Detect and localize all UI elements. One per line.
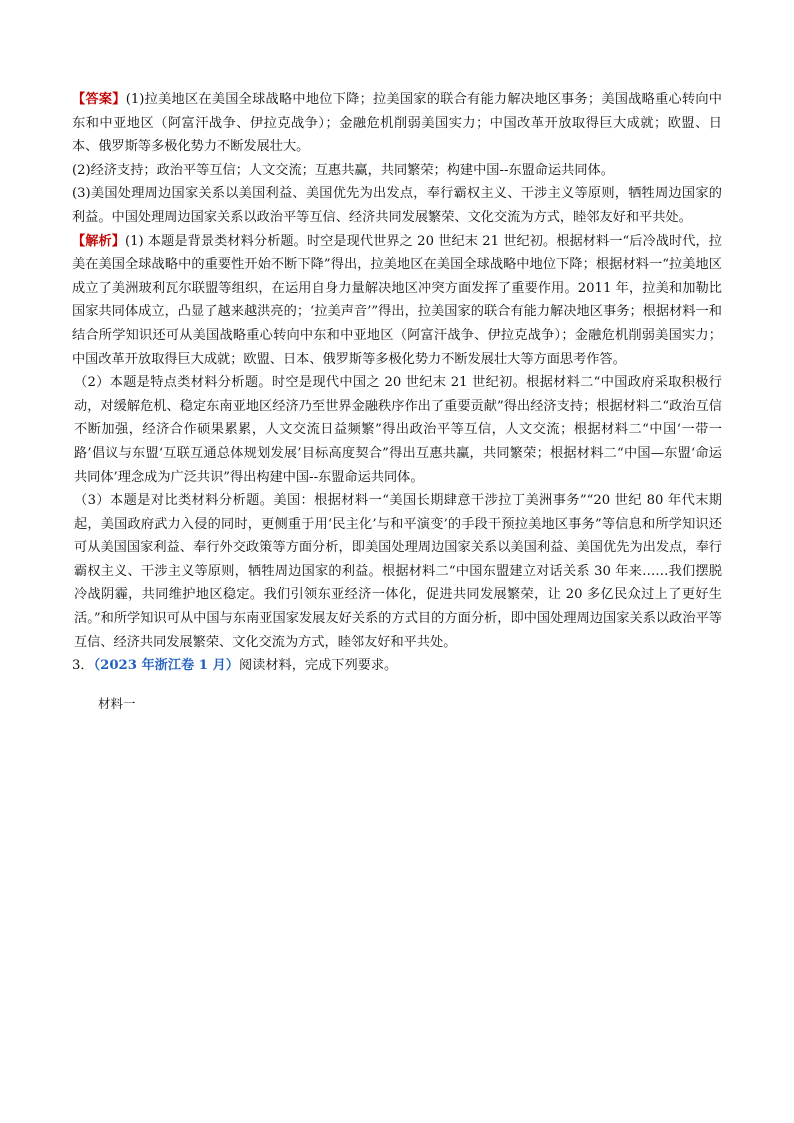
answer-part2: (2)经济支持；政治平等互信；人文交流；互惠共赢，共同繁荣；构建中国--东盟命运共同体。 — [72, 162, 614, 178]
document-body — [72, 88, 722, 715]
question-source: （2023 年浙江卷 1 月） — [93, 658, 239, 674]
question-number: 3． — [72, 658, 94, 674]
analysis-tag: 【解析】 — [72, 233, 125, 249]
analysis-part1 — [72, 230, 722, 372]
analysis-part2: （2）本题是特点类材料分析题。时空是现代中国之 20 世纪末 21 世纪初。根据材料二“中国政府采取积极行动，对缓解危机、稳定东南亚地区经济乃至世界金融秩序作出了重要贡献”得出经济支持；根据材料二“政治互信不断加强，经济合作硕果累累，人文交流日益频繁”得出政治平等互信，人文交流；根据材料二“中国‘一带一路’倡议与东盟‘互联互通总体规划发展’目标高度契合”得出互惠共赢，共同繁荣；根据材料二“中国—东盟‘命运共同体’理念成为广泛共识”得出构建中国--东盟命运共同体。 — [74, 375, 722, 485]
material-label: 材料一 — [98, 695, 136, 711]
answer-part3: (3)美国处理周边国家关系以美国利益、美国优先为出发点，奉行霸权主义、干涉主义等原则，牺牲周边国家的利益。中国处理周边国家关系以政治平等互信、经济共同发展繁荣、文化交流为方式，睦邻友好和平共处。 — [72, 186, 722, 225]
answer-text-1: (1)拉美地区在美国全球战略中地位下降；拉美国家的联合有能力解决地区事务；美国战略重心转向中东和中亚地区（阿富汗战争、伊拉克战争）；金融危机削弱美国实力；中国改革开放取得巨大成就；欧盟、日本、俄罗斯等多极化势力不断发展壮大。 — [72, 92, 722, 155]
question-3 — [72, 654, 722, 678]
answer-tag: 【答案】 — [72, 92, 126, 107]
question-prompt: 阅读材料，完成下列要求。 — [238, 658, 398, 674]
analysis-text-1: (1) 本题是背景类材料分析题。时空是现代世界之 20 世纪末 21 世纪初。根据材料一“后冷战时代，拉美在美国全球战略中的重要性开始不断下降”得出，拉美地区在美国全球战略中地位下降；根据材料一“拉美地区成立了美洲玻利瓦尔联盟等组织，在运用自身力量解决地区冲突方面发挥了重要作用。2011 年，拉美和加勒比国家共同体成立，凸显了越来越洪亮的；‘拉美声音’”得出，拉美国家的联合有能力解决地区事务；根据材料一和结合所学知识还可从美国战略重心转向中东和中亚地区（阿富汗战争、伊拉克战争）；金融危机削弱美国实力；中国改革开放取得巨大成就；欧盟、日本、俄罗斯等多极化势力不断发展壮大等方面思考作答。 — [72, 233, 722, 367]
answer-part1 — [72, 88, 722, 159]
analysis-part3: （3）本题是对比类材料分析题。美国：根据材料一“美国长期肆意干涉拉丁美洲事务”“20 世纪 80 年代末期起，美国政府武力入侵的同时，更侧重于用‘民主化’与和平演变’的手段干预拉美地区事务”等信息和所学知识还可从美国国家利益、奉行外交政策等方面分析，即美国处理周边国家关系以美国利益、美国优先为出发点，奉行霸权主义、干涉主义等原则，牺牲周边国家的利益。根据材料二“中国东盟建立对话关系 30 年来……我们摆脱冷战阴霾，共同维护地区稳定。我们引领东亚经济一体化，促进共同发展繁荣，让 20 多亿民众过上了更好生活。”和所学知识可从中国与东南亚国家发展友好关系的方式目的方面分析，即中国处理周边国家关系以政治平等互信、经济共同发展繁荣、文化交流为方式，睦邻友好和平共处。 — [74, 493, 722, 650]
